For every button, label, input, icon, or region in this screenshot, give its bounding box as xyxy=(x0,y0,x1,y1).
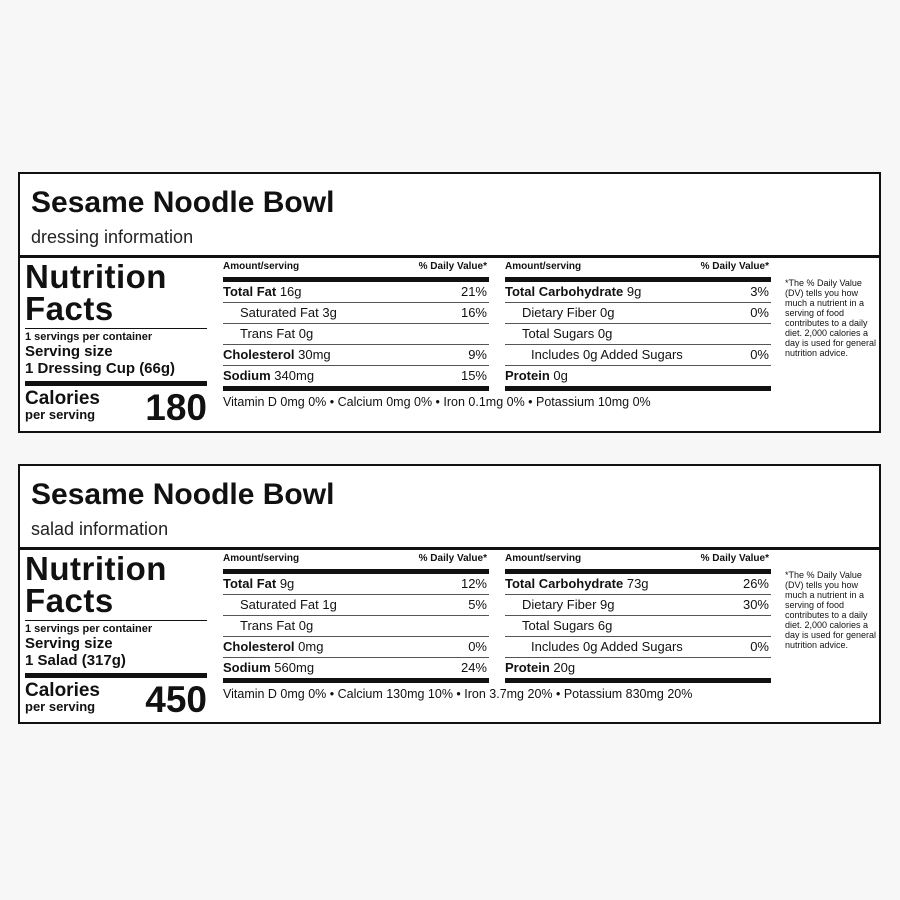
daily-value-footnote: *The % Daily Value (DV) tells you how much a nutrient in a serving of food contributes to a daily diet. 2,000 calories a day is used for general nutrition advice. xyxy=(785,570,877,650)
nutrient-column-right xyxy=(505,258,771,391)
nutrient-row-saturated-fat: Saturated Fat 3g 16% xyxy=(223,303,489,324)
calories-label: Calories per serving xyxy=(25,680,100,714)
nutrient-row-protein: Protein 20g xyxy=(505,660,576,675)
nutrition-facts-summary xyxy=(25,550,207,724)
calories-label: Calories per serving xyxy=(25,388,100,422)
serving-size-value: 1 Salad (317g) xyxy=(25,652,126,669)
nutrition-facts-body xyxy=(20,550,879,720)
panel-header xyxy=(20,174,879,258)
nutrient-row-protein: Protein 0g xyxy=(505,368,568,383)
nutrient-row-total-fat: Total Fat 16g 21% xyxy=(223,282,489,303)
serving-size-value: 1 Dressing Cup (66g) xyxy=(25,360,176,377)
nutrient-row-saturated-fat: Saturated Fat 1g 5% xyxy=(223,595,489,616)
daily-value-footnote: *The % Daily Value (DV) tells you how much a nutrient in a serving of food contributes to a daily diet. 2,000 calories a day is used for general nutrition advice. xyxy=(785,278,877,358)
per-serving-label: per serving xyxy=(25,699,96,714)
nutrient-row-sodium: Sodium 340mg 15% xyxy=(223,368,487,383)
vitamins-minerals-line: Vitamin D 0mg 0% • Calcium 130mg 10% • Iron 3.7mg 20% • Potassium 830mg 20% xyxy=(223,687,693,701)
nutrient-row-cholesterol: Cholesterol 0mg 0% xyxy=(223,637,489,658)
product-title: Sesame Noodle Bowl xyxy=(31,186,335,219)
nutrition-panel-salad xyxy=(18,464,881,724)
nutrient-row-dietary-fiber: Dietary Fiber 0g 0% xyxy=(505,303,771,324)
per-serving-label: per serving xyxy=(25,407,96,422)
servings-per-container: 1 servings per container xyxy=(25,623,153,635)
nutrient-row-total-fat: Total Fat 9g 12% xyxy=(223,574,489,595)
calories-value: 450 xyxy=(145,679,207,720)
calories-row xyxy=(25,678,207,724)
nutrient-column-right xyxy=(505,550,771,683)
column-header: Amount/serving % Daily Value* xyxy=(223,258,489,282)
nutrient-row-cholesterol: Cholesterol 30mg 9% xyxy=(223,345,489,366)
column-header: Amount/serving % Daily Value* xyxy=(223,550,489,574)
servings-per-container: 1 servings per container xyxy=(25,331,153,343)
nutrition-facts-heading: Nutrition Facts xyxy=(25,258,167,327)
product-subtitle: dressing information xyxy=(31,227,194,247)
nutrient-row-sodium: Sodium 560mg 24% xyxy=(223,660,487,675)
panel-header xyxy=(20,466,879,550)
nutrient-column-left xyxy=(223,550,489,683)
column-header: Amount/serving % Daily Value* xyxy=(505,550,771,574)
nutrient-row-total-carbohydrate: Total Carbohydrate 9g 3% xyxy=(505,282,771,303)
serving-size-label: Serving size xyxy=(25,343,113,360)
nutrition-facts-body xyxy=(20,258,879,428)
calories-value: 180 xyxy=(145,387,207,428)
product-subtitle: salad information xyxy=(31,519,169,539)
serving-size-label: Serving size xyxy=(25,635,113,652)
nutrient-row-added-sugars: Includes 0g Added Sugars 0% xyxy=(505,637,771,658)
nutrient-row-trans-fat: Trans Fat 0g xyxy=(223,616,489,637)
vitamins-minerals-line: Vitamin D 0mg 0% • Calcium 0mg 0% • Iron 0.1mg 0% • Potassium 10mg 0% xyxy=(223,395,651,409)
nutrient-row-total-sugars: Total Sugars 6g xyxy=(505,616,771,637)
nutrition-facts-summary xyxy=(25,258,207,432)
nutrient-row-added-sugars: Includes 0g Added Sugars 0% xyxy=(505,345,771,366)
calories-row xyxy=(25,386,207,432)
nutrient-row-total-sugars: Total Sugars 0g xyxy=(505,324,771,345)
nutrient-row-total-carbohydrate: Total Carbohydrate 73g 26% xyxy=(505,574,771,595)
nutrition-panel-dressing xyxy=(18,172,881,433)
nutrition-facts-heading: Nutrition Facts xyxy=(25,550,167,619)
column-header: Amount/serving % Daily Value* xyxy=(505,258,771,282)
nutrient-row-dietary-fiber: Dietary Fiber 9g 30% xyxy=(505,595,771,616)
nutrient-row-trans-fat: Trans Fat 0g xyxy=(223,324,489,345)
product-title: Sesame Noodle Bowl xyxy=(31,478,335,511)
nutrient-column-left xyxy=(223,258,489,391)
